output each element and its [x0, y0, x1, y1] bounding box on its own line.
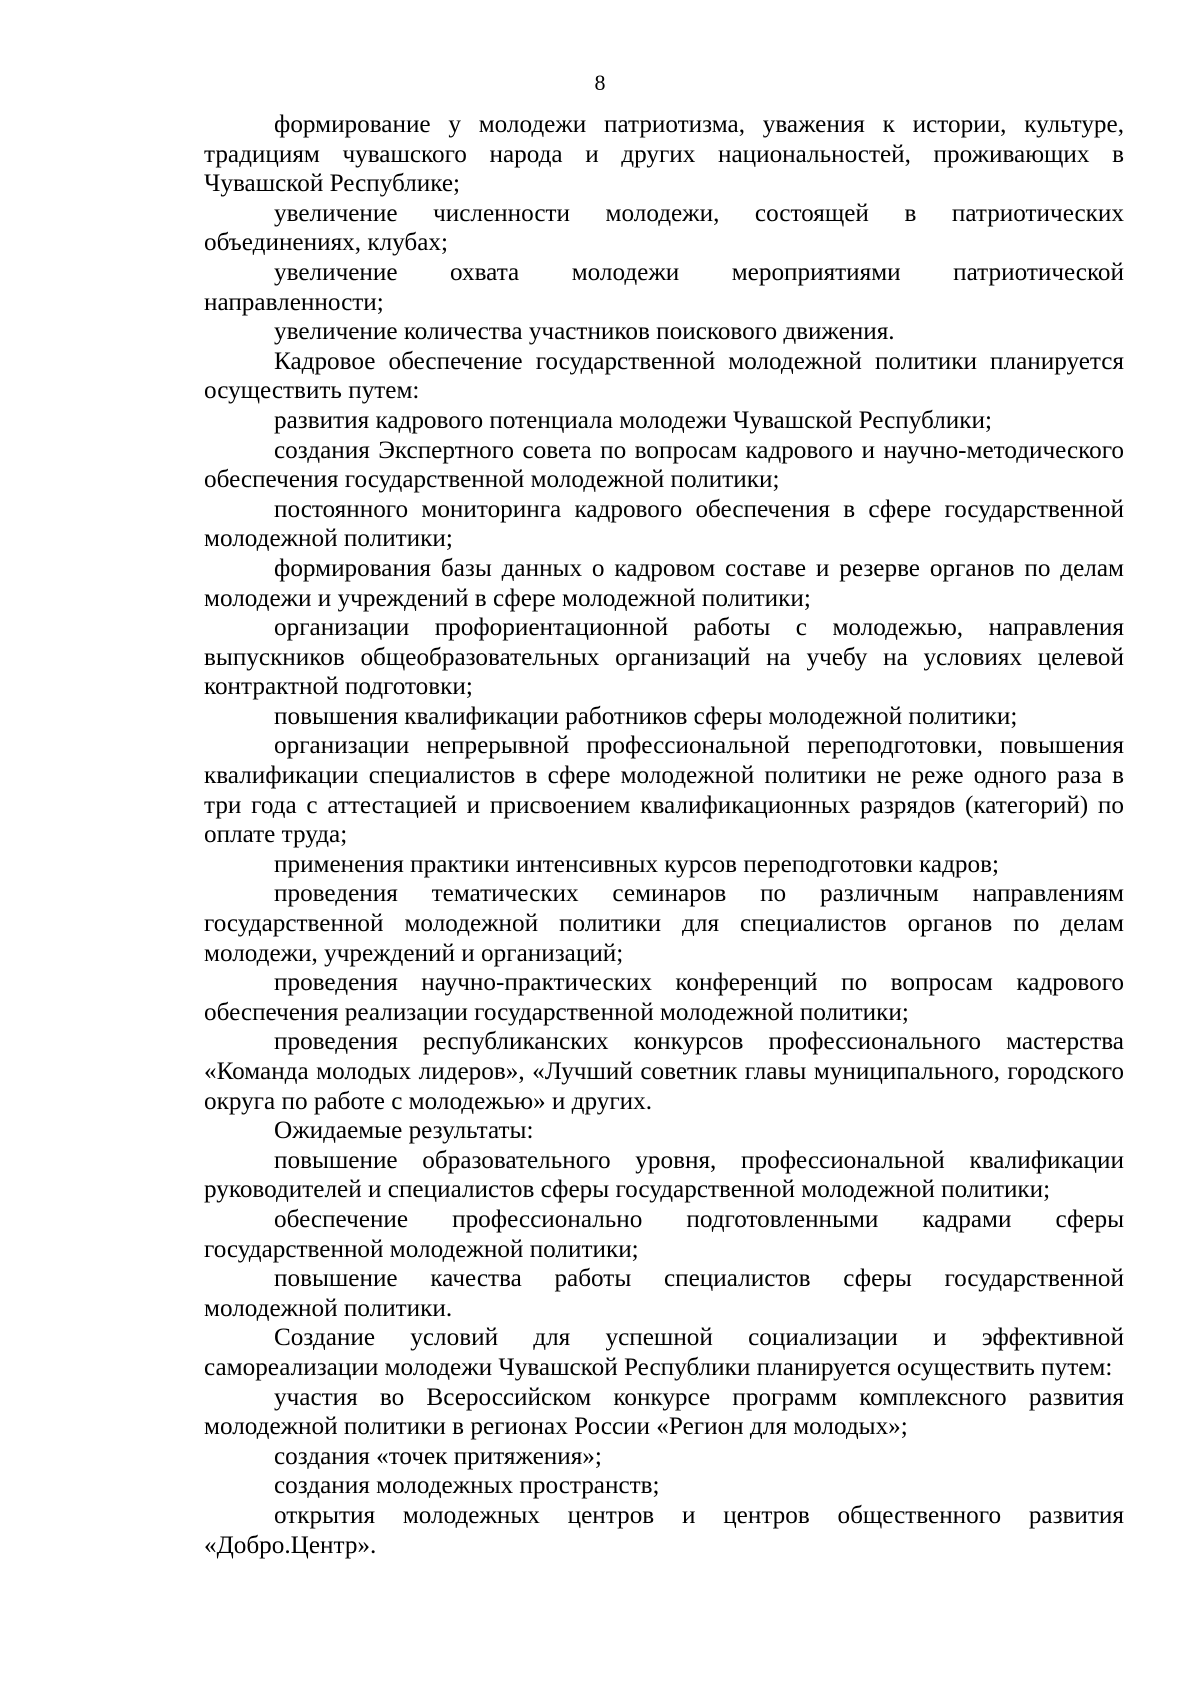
paragraph: увеличение количества участников поискового движения.	[274, 318, 895, 346]
paragraph: участия во Всероссийском конкурсе программ комплексного развития молодежной политики в регионах России «Регион для молодых»;	[204, 1383, 1124, 1441]
paragraph: создания молодежных пространств;	[274, 1472, 660, 1500]
paragraph: увеличение численности молодежи, состоящей в патриотических объединениях, клубах;	[204, 199, 1124, 257]
paragraph: повышение качества работы специалистов сферы государственной молодежной политики.	[204, 1265, 1124, 1322]
paragraph: формирование у молодежи патриотизма, уважения к истории, культуре, традициям чувашского народа и других национальностей, проживающих в Чувашской Республике;	[204, 111, 1124, 198]
paragraph: организации непрерывной профессиональной переподготовки, повышения квалификации специалистов в сфере молодежной политики не реже одного раза в три года с аттестацией и присвоением квалификационных разрядов (категорий) по оплате труда;	[204, 732, 1124, 849]
paragraph: обеспечение профессионально подготовленными кадрами сферы государственной молодежной политики;	[204, 1205, 1124, 1263]
paragraph: открытия молодежных центров и центров общественного развития «Добро.Центр».	[204, 1501, 1124, 1559]
paragraph: формирования базы данных о кадровом составе и резерве органов по делам молодежи и учреждений в сфере молодежной политики;	[204, 554, 1124, 612]
paragraph: развития кадрового потенциала молодежи Чувашской Республики;	[274, 406, 992, 434]
paragraph: проведения республиканских конкурсов профессионального мастерства «Команда молодых лидеров», «Лучший советник главы муниципального, городского округа по работе с молодежью» и других.	[204, 1028, 1124, 1115]
paragraph: создания Экспертного совета по вопросам кадрового и научно-методического обеспечения государственной молодежной политики;	[204, 436, 1124, 494]
paragraph: постоянного мониторинга кадрового обеспечения в сфере государственной молодежной политики;	[204, 495, 1124, 553]
page-number: 8	[594, 70, 606, 95]
paragraph: проведения научно-практических конференций по вопросам кадрового обеспечения реализации государственной молодежной политики;	[204, 969, 1124, 1026]
paragraph: повышения квалификации работников сферы молодежной политики;	[274, 702, 1018, 730]
paragraph: Создание условий для успешной социализации и эффективной самореализации молодежи Чувашской Республики планируется осуществить путем:	[204, 1324, 1124, 1381]
paragraph: Кадровое обеспечение государственной молодежной политики планируется осуществить путем:	[204, 347, 1124, 405]
paragraph: применения практики интенсивных курсов переподготовки кадров;	[274, 850, 999, 878]
document-body	[204, 110, 1124, 1560]
paragraph: проведения тематических семинаров по различным направлениям государственной молодежной политики для специалистов органов по делам молодежи, учреждений и организаций;	[204, 880, 1124, 967]
paragraph: повышение образовательного уровня, профессиональной квалификации руководителей и специалистов сферы государственной молодежной политики;	[204, 1146, 1124, 1204]
paragraph: Ожидаемые результаты:	[274, 1117, 534, 1145]
paragraph: организации профориентационной работы с молодежью, направления выпускников общеобразовательных организаций на учебу на условиях целевой контрактной подготовки;	[204, 614, 1124, 701]
paragraph: увеличение охвата молодежи мероприятиями патриотической направленности;	[204, 258, 1124, 316]
paragraph: создания «точек притяжения»;	[274, 1442, 602, 1470]
